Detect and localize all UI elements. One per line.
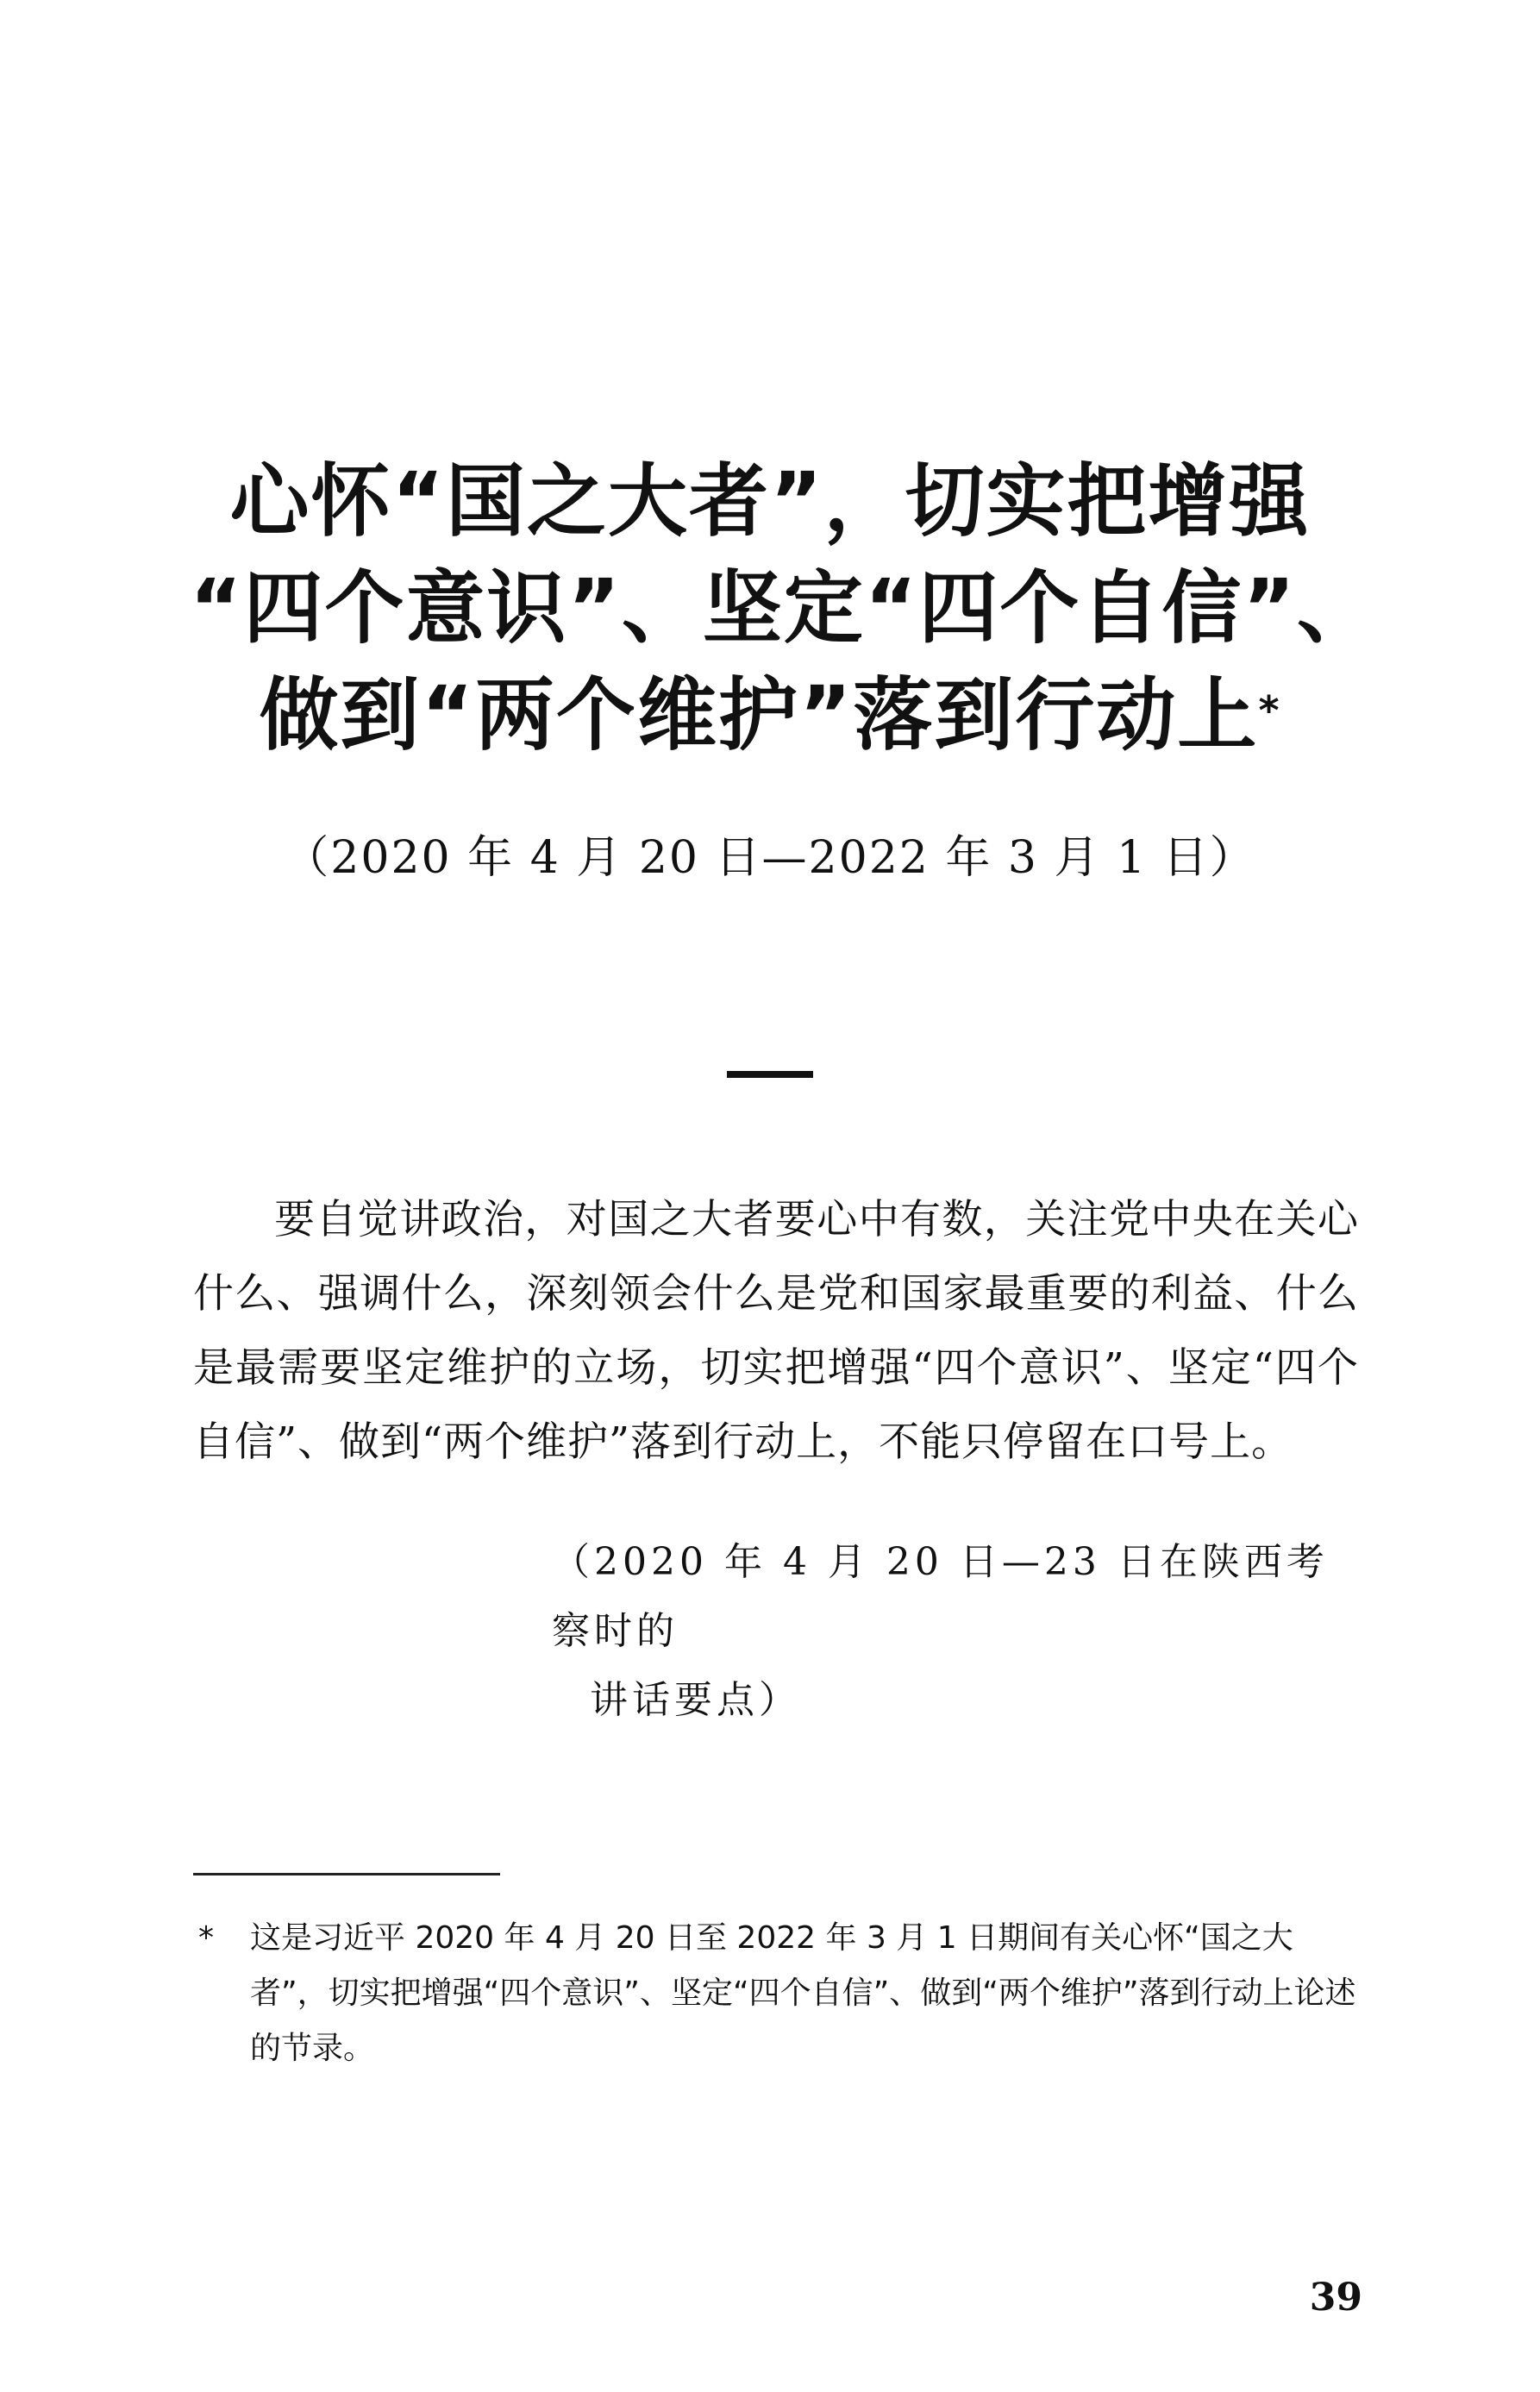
page-number: 39: [1309, 2276, 1362, 2320]
footnote-text: 这是习近平 2020 年 4 月 20 日至 2022 年 3 月 1 日期间有关心怀“国之大者”，切实把增强“四个意识”、坚定“四个自信”、做到“两个维护”落到行动上论述的节录。: [250, 1920, 1356, 2066]
footnote: [198, 1911, 1362, 2076]
footnote-marker: *: [198, 1920, 214, 1956]
chapter-title-line-3-text: 做到“两个维护”落到行动上: [259, 669, 1259, 761]
source-note: [552, 1528, 1362, 1735]
footnote-divider: [193, 1873, 500, 1875]
title-footnote-marker: *: [1258, 687, 1281, 734]
section-number: [727, 1071, 813, 1078]
source-note-line-1: （2020 年 4 月 20 日—23 日在陕西考察时的: [552, 1540, 1329, 1653]
body-paragraph: 要自觉讲政治，对国之大者要心中有数，关注党中央在关心什么、强调什么，深刻领会什么是党和国家最重要的利益、什么是最需要坚定维护的立场，切实把增强“四个意识”、坚定“四个自信”、做到“两个维护”落到行动上，不能只停留在口号上。: [193, 1196, 1359, 1466]
chapter-title: [190, 448, 1378, 769]
chapter-title-line-3: [190, 662, 1350, 769]
date-range: （2020 年 4 月 20 日—2022 年 3 月 1 日）: [284, 832, 1256, 884]
chapter-title-line-1: 心怀“国之大者”，切实把增强: [229, 455, 1311, 548]
chapter-title-line-2: “四个意识”、坚定“四个自信”、: [190, 562, 1378, 654]
source-note-line-2: 讲话要点）: [590, 1678, 801, 1722]
